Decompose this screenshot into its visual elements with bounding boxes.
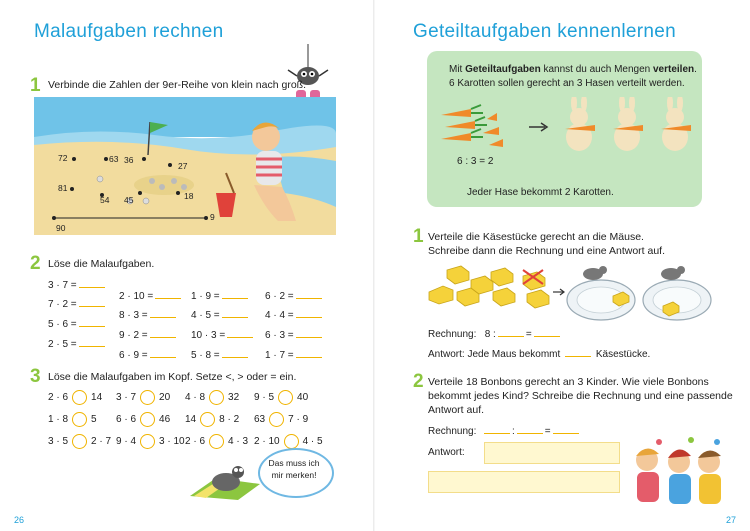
comparison-circle [209, 434, 224, 449]
intro-line-2: 6 Karotten sollen gerecht an 3 Hasen verteilt werden. [449, 78, 685, 89]
comparison-item[interactable]: 2 · 10 4 · 5 [254, 434, 323, 449]
malaufgabe[interactable]: 6 · 9 = [119, 348, 178, 361]
right-page-title: Geteiltaufgaben kennenlernen [413, 21, 676, 42]
speech-bubble-text: Das muss ich mir merken! [268, 458, 320, 480]
malaufgabe[interactable]: 5 · 6 = [48, 317, 107, 330]
comparison-item[interactable]: 14 8 · 2 [185, 412, 239, 427]
malaufgabe[interactable]: 4 · 4 = [265, 308, 324, 321]
comparison-item[interactable]: 9 · 4 3 · 10 [116, 434, 185, 449]
carrots-and-rabbits [437, 97, 699, 153]
comparison-item[interactable]: 63 7 · 9 [254, 412, 308, 427]
task-3-number: 3 [30, 366, 41, 387]
comparison-circle [72, 434, 87, 449]
intro-result: Jeder Hase bekommt 2 Karotten. [467, 187, 614, 198]
comparison-item[interactable]: 9 · 5 40 [254, 390, 308, 405]
malaufgabe[interactable]: 5 · 8 = [191, 348, 250, 361]
malaufgabe[interactable]: 2 · 10 = [119, 289, 183, 302]
task-2-antwort-label: Antwort: [428, 447, 465, 458]
relaxing-spider-illustration [186, 458, 264, 502]
page-number-right: 27 [725, 515, 736, 525]
task-1-instruction: Verbinde die Zahlen der 9er-Reihe von klein nach groß. [48, 79, 306, 91]
task-1-number: 1 [30, 75, 41, 96]
task-2-rechnung[interactable]: Rechnung: : = [428, 424, 581, 437]
comparison-circle [140, 390, 155, 405]
comparison-item[interactable]: 3 · 5 2 · 7 [48, 434, 111, 449]
comparison-item[interactable]: 4 · 8 32 [185, 390, 239, 405]
intro-equation: 6 : 3 = 2 [457, 156, 494, 167]
task-1-number-right: 1 [413, 226, 424, 247]
task-2-line-1: Verteile 18 Bonbons gerecht an 3 Kinder. Wie viele Bonbons [428, 376, 709, 388]
task-2-instruction: Löse die Malaufgaben. [48, 258, 155, 270]
comparison-circle [140, 434, 155, 449]
task-1-line-1: Verteile die Käsestücke gerecht an die Mäuse. [428, 231, 644, 243]
comparison-circle [278, 390, 293, 405]
task-1-rechnung[interactable]: Rechnung: 8 : = [428, 327, 562, 340]
comparison-item[interactable]: 2 · 6 14 [48, 390, 102, 405]
malaufgabe[interactable]: 10 · 3 = [191, 328, 255, 341]
comparison-circle [72, 412, 87, 427]
malaufgabe[interactable]: 1 · 7 = [265, 348, 324, 361]
task-2-number-right: 2 [413, 371, 424, 392]
task-1-antwort[interactable]: Antwort: Jede Maus bekommt Käsestücke. [428, 349, 651, 360]
comparison-circle [72, 390, 87, 405]
comparison-circle [140, 412, 155, 427]
malaufgabe[interactable]: 6 · 2 = [265, 289, 324, 302]
intro-line-1: Mit Geteiltaufgaben kannst du auch Mengen verteilen. [449, 64, 697, 75]
comparison-item[interactable]: 3 · 7 20 [116, 390, 170, 405]
malaufgabe[interactable]: 2 · 5 = [48, 337, 107, 350]
comparison-item[interactable]: 6 · 6 46 [116, 412, 170, 427]
cheese-and-mice [427, 262, 727, 324]
comparison-circle [209, 390, 224, 405]
comparison-circle [269, 412, 284, 427]
task-2-line-3: Antwort auf. [428, 404, 485, 416]
malaufgabe[interactable]: 8 · 3 = [119, 308, 178, 321]
malaufgabe[interactable]: 6 · 3 = [265, 328, 324, 341]
malaufgabe[interactable]: 1 · 9 = [191, 289, 250, 302]
malaufgabe[interactable]: 3 · 7 = [48, 278, 107, 291]
task-2-line-2: bekommt jedes Kind? Schreibe die Rechnung und eine passende [428, 390, 733, 402]
antwort-box-1[interactable] [484, 442, 620, 464]
antwort-box-2[interactable] [428, 471, 620, 493]
right-page [375, 0, 750, 531]
task-2-number: 2 [30, 253, 41, 274]
beach-picture: 72 63 36 27 81 54 45 18 9 90 [34, 97, 336, 235]
comparison-item[interactable]: 2 · 6 4 · 3 [185, 434, 248, 449]
page-number-left: 26 [14, 515, 25, 525]
malaufgabe[interactable]: 9 · 2 = [119, 328, 178, 341]
malaufgabe[interactable]: 7 · 2 = [48, 297, 107, 310]
task-1-line-2: Schreibe dann die Rechnung und eine Antwort auf. [428, 245, 666, 257]
comparison-item[interactable]: 1 · 8 5 [48, 412, 97, 427]
children-illustration [629, 436, 729, 508]
comparison-circle [284, 434, 299, 449]
left-page-title: Malaufgaben rechnen [34, 21, 224, 42]
comparison-circle [200, 412, 215, 427]
malaufgabe[interactable]: 4 · 5 = [191, 308, 250, 321]
task-3-instruction: Löse die Malaufgaben im Kopf. Setze <, > oder = ein. [48, 371, 297, 383]
intro-box [427, 51, 702, 207]
